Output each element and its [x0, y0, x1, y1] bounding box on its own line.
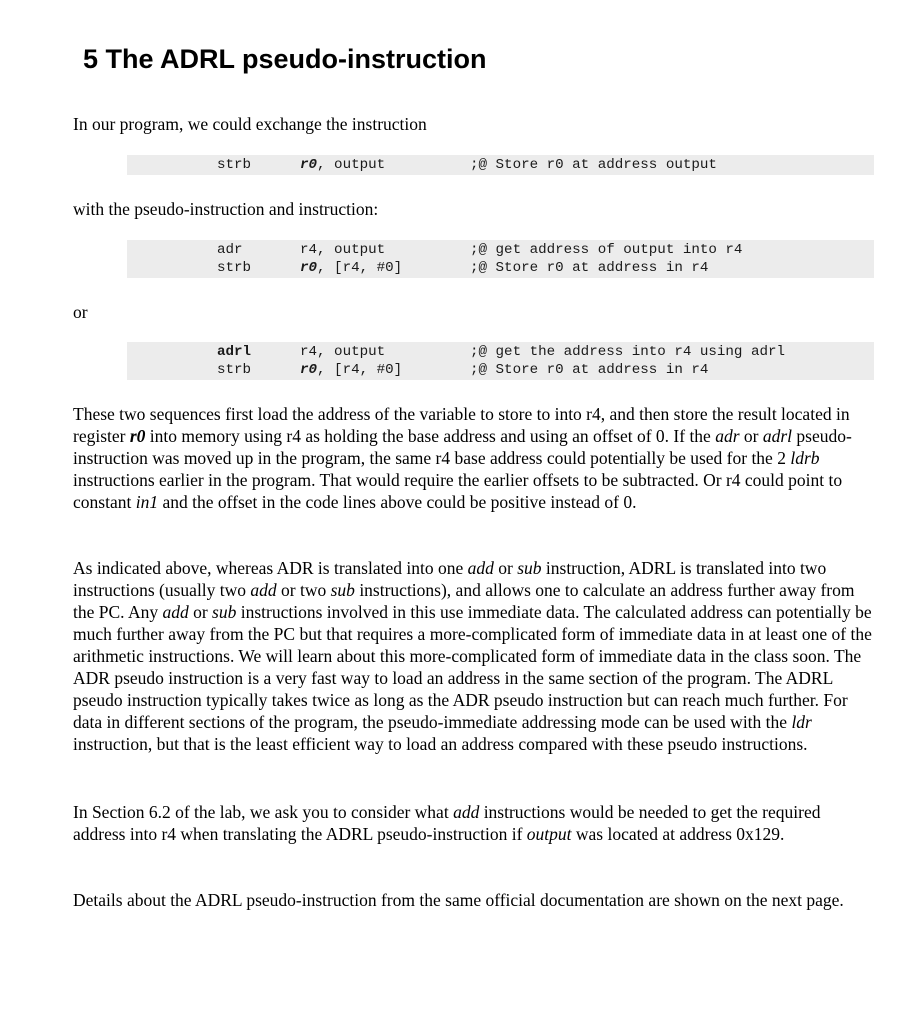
code-line — [127, 259, 874, 277]
section-heading: 5 The ADRL pseudo-instruction — [83, 44, 487, 74]
register-r0: r0 — [129, 426, 146, 446]
code-opcode: strb — [217, 157, 252, 173]
code-line — [127, 241, 874, 259]
code-opcode: adr — [217, 242, 243, 258]
code-operands — [300, 259, 402, 277]
code-line — [127, 343, 874, 361]
paragraph-1: These two sequences first load the address of the variable to store to into r4, and then store the result located in register r0 into memory using r4 as holding the base address and using an offset of 0. If the adr or adrl pseudo-instruction was moved up in the program, the same r4 base address could potentially be used for the 2 ldrb instructions earlier in the program. That would require the earlier offsets to be subtracted. Or r4 could point to constant in1 and the offset in the code lines above could be positive instead of 0. — [73, 404, 852, 512]
code-comment: ;@ Store r0 at address output — [470, 157, 717, 173]
paragraph-3: In Section 6.2 of the lab, we ask you to consider what add instructions would be needed to get the required address into r4 when translating the ADRL pseudo-instruction if output was located at address 0x129. — [73, 802, 821, 844]
code-register: r0 — [300, 362, 318, 378]
code-block-2 — [127, 240, 874, 278]
code-comment: ;@ get address of output into r4 — [470, 242, 743, 258]
code-block-1 — [127, 155, 874, 175]
code-comment: ;@ Store r0 at address in r4 — [470, 260, 709, 276]
code-comment: ;@ get the address into r4 using adrl — [470, 344, 786, 360]
code-line — [127, 361, 874, 379]
code-comment: ;@ Store r0 at address in r4 — [470, 362, 709, 378]
intro-text: In our program, we could exchange the instruction — [73, 114, 427, 134]
code-operand-rest: , [r4, #0] — [317, 362, 403, 378]
code-operand-rest: , output — [317, 157, 386, 173]
code-operand-rest: r4, output — [300, 344, 386, 360]
code-opcode: strb — [217, 362, 252, 378]
code-operand-rest: , [r4, #0] — [317, 260, 403, 276]
code-register: r0 — [300, 157, 318, 173]
or-text: or — [73, 302, 88, 322]
code-operands — [300, 343, 385, 361]
paragraph-4: Details about the ADRL pseudo-instruction from the same official documentation are shown on the next page. — [73, 890, 844, 910]
with-text: with the pseudo-instruction and instruction: — [73, 199, 379, 219]
code-operand-rest: r4, output — [300, 242, 386, 258]
code-operands — [300, 361, 402, 379]
code-operands — [300, 241, 385, 259]
code-line — [127, 156, 874, 174]
code-register: r0 — [300, 260, 318, 276]
code-opcode: strb — [217, 260, 252, 276]
paragraph-2: As indicated above, whereas ADR is translated into one add or sub instruction, ADRL is translated into two instructions (usually two add or two sub instructions), and allows one to calculate an address further away from the PC. Any add or sub instructions involved in this use immediate data. The calculated address can potentially be much further away from the PC but that requires a more-complicated form of immediate data in at least one of the arithmetic instructions. We will learn about this more-complicated form of immediate data in the class soon. The ADR pseudo instruction is a very fast way to load an address in the same section of the program. The ADRL pseudo instruction typically takes twice as long as the ADR pseudo instruction but can reach much further. For data in different sections of the program, the pseudo-immediate addressing mode can be used with the ldr instruction, but that is the least efficient way to load an address compared with these pseudo instructions. — [73, 558, 872, 754]
code-opcode: adrl — [217, 344, 252, 360]
code-block-3 — [127, 342, 874, 380]
code-operands — [300, 156, 385, 174]
